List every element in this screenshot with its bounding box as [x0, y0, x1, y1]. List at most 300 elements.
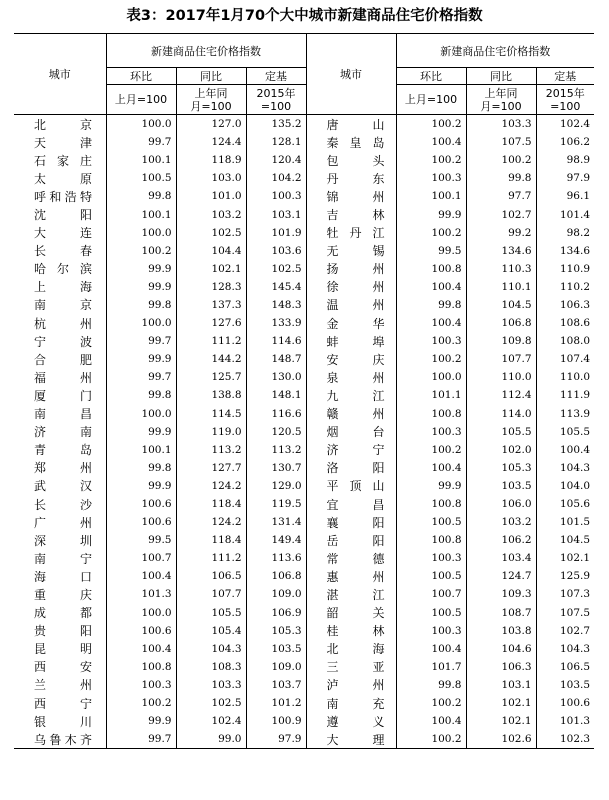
base-cell: 148.3	[246, 296, 306, 314]
base-cell: 100.6	[559, 697, 591, 710]
city-cell	[14, 712, 106, 730]
mom-cell: 100.5	[396, 513, 466, 531]
city-cell	[14, 694, 106, 712]
base-cell: 108.6	[559, 317, 591, 330]
mom-cell: 100.2	[396, 441, 466, 459]
yoy-cell: 111.2	[176, 332, 246, 350]
mom-cell: 100.2	[396, 224, 466, 242]
base-cell: 111.9	[559, 389, 591, 402]
table-row	[14, 405, 594, 423]
base-cell: 149.4	[246, 531, 306, 549]
unit-base-left: 2015年 =100	[246, 85, 306, 115]
yoy-cell: 107.7	[176, 585, 246, 603]
city-name: 太 原	[34, 171, 92, 186]
yoy-cell: 102.6	[466, 730, 536, 749]
city-name: 襄 阳	[326, 515, 385, 530]
city-cell	[14, 350, 106, 368]
city-name: 郑 州	[34, 461, 92, 476]
yoy-cell: 106.0	[466, 495, 536, 513]
city-name: 厦 门	[34, 388, 92, 403]
city-cell	[14, 730, 106, 749]
city-cell	[306, 640, 396, 658]
city-name: 九 江	[326, 388, 385, 403]
city-name: 丹 东	[326, 171, 385, 186]
mom-cell: 100.3	[396, 423, 466, 441]
city-cell	[14, 187, 106, 205]
city-name: 天 津	[34, 135, 92, 150]
city-cell	[306, 332, 396, 350]
city-cell	[306, 712, 396, 730]
table-row	[14, 169, 594, 187]
mom-cell: 100.1	[396, 187, 466, 205]
city-name: 南 充	[326, 696, 385, 711]
city-cell	[306, 567, 396, 585]
city-cell	[14, 224, 106, 242]
mom-cell: 99.9	[106, 477, 176, 495]
yoy-cell: 107.7	[466, 350, 536, 368]
city-cell	[306, 169, 396, 187]
yoy-cell: 109.8	[466, 332, 536, 350]
city-name: 呼 和 浩 特	[34, 189, 92, 204]
yoy-cell: 106.8	[466, 314, 536, 332]
mom-cell: 99.8	[106, 459, 176, 477]
base-cell: 100.9	[246, 712, 306, 730]
city-cell	[14, 567, 106, 585]
base-cell: 134.6	[559, 244, 591, 257]
base-cell: 101.9	[246, 224, 306, 242]
city-name: 大 理	[326, 732, 385, 747]
base-cell: 113.9	[559, 407, 591, 420]
base-cell: 102.1	[559, 552, 591, 565]
city-name: 青 岛	[34, 443, 92, 458]
yoy-cell: 112.4	[466, 386, 536, 404]
yoy-cell: 97.7	[466, 187, 536, 205]
mom-cell: 101.3	[106, 585, 176, 603]
city-cell	[306, 441, 396, 459]
city-cell	[306, 151, 396, 169]
yoy-cell: 102.0	[466, 441, 536, 459]
header-base-left: 定基	[246, 68, 306, 85]
city-name: 泉 州	[326, 370, 385, 385]
yoy-cell: 101.0	[176, 187, 246, 205]
city-cell	[306, 133, 396, 151]
city-cell	[306, 314, 396, 332]
yoy-cell: 114.0	[466, 405, 536, 423]
mom-cell: 100.0	[106, 405, 176, 423]
yoy-cell: 103.8	[466, 622, 536, 640]
city-name: 吉 林	[326, 208, 385, 223]
mom-cell: 100.7	[396, 585, 466, 603]
base-cell: 104.0	[559, 479, 591, 492]
base-cell: 97.9	[566, 172, 591, 185]
city-name: 金 华	[326, 316, 385, 331]
mom-cell: 100.0	[106, 224, 176, 242]
city-cell	[14, 405, 106, 423]
base-cell: 100.3	[246, 187, 306, 205]
base-cell: 110.2	[559, 280, 591, 293]
table-title: 表3：2017年1月70个大中城市新建商品住宅价格指数	[126, 8, 483, 24]
yoy-cell: 118.4	[176, 495, 246, 513]
yoy-cell: 134.6	[466, 242, 536, 260]
mom-cell: 100.0	[106, 604, 176, 622]
city-cell	[306, 405, 396, 423]
yoy-cell: 103.4	[466, 549, 536, 567]
city-cell	[14, 459, 106, 477]
yoy-cell: 103.5	[466, 477, 536, 495]
mom-cell: 99.8	[106, 386, 176, 404]
mom-cell: 100.8	[396, 495, 466, 513]
yoy-cell: 103.3	[466, 115, 536, 134]
yoy-cell: 118.9	[176, 151, 246, 169]
mom-cell: 99.7	[106, 368, 176, 386]
table-row	[14, 549, 594, 567]
mom-cell: 99.8	[106, 296, 176, 314]
city-name: 济 宁	[326, 443, 385, 458]
city-name: 西 宁	[34, 696, 92, 711]
city-name: 西 安	[34, 660, 92, 675]
table-row	[14, 694, 594, 712]
city-name: 安 庆	[326, 352, 385, 367]
mom-cell: 100.4	[396, 459, 466, 477]
table-row	[14, 187, 594, 205]
table-row	[14, 604, 594, 622]
mom-cell: 100.4	[396, 712, 466, 730]
base-cell: 102.7	[559, 624, 591, 637]
city-name: 海 口	[34, 569, 92, 584]
yoy-cell: 108.3	[176, 658, 246, 676]
base-cell: 106.8	[246, 567, 306, 585]
city-cell	[14, 676, 106, 694]
table-row	[14, 441, 594, 459]
base-cell: 106.5	[559, 660, 591, 673]
table-row	[14, 640, 594, 658]
base-cell: 102.4	[559, 118, 591, 131]
mom-cell: 100.7	[106, 549, 176, 567]
base-cell: 105.3	[246, 622, 306, 640]
city-cell	[14, 205, 106, 223]
mom-cell: 99.9	[396, 477, 466, 495]
base-cell: 104.3	[559, 642, 591, 655]
yoy-cell: 111.2	[176, 549, 246, 567]
city-name: 南 昌	[34, 407, 92, 422]
city-name: 三 亚	[326, 660, 385, 675]
base-cell: 130.7	[246, 459, 306, 477]
table-row	[14, 151, 594, 169]
city-cell	[14, 495, 106, 513]
base-cell: 103.5	[246, 640, 306, 658]
base-cell: 96.1	[566, 190, 591, 203]
mom-cell: 100.8	[106, 658, 176, 676]
city-cell	[306, 242, 396, 260]
yoy-cell: 100.2	[466, 151, 536, 169]
base-cell: 130.0	[246, 368, 306, 386]
base-cell: 108.0	[559, 335, 591, 348]
mom-cell: 100.4	[396, 133, 466, 151]
mom-cell: 100.3	[106, 676, 176, 694]
city-name: 济 南	[34, 425, 92, 440]
table-row	[14, 260, 594, 278]
city-cell	[306, 658, 396, 676]
base-cell: 113.6	[246, 549, 306, 567]
city-cell	[14, 242, 106, 260]
yoy-cell: 104.6	[466, 640, 536, 658]
table-row	[14, 386, 594, 404]
base-cell: 101.2	[246, 694, 306, 712]
city-name: 扬 州	[326, 262, 385, 277]
unit-yoy-right: 上年同 月=100	[466, 85, 536, 115]
mom-cell: 99.8	[396, 296, 466, 314]
mom-cell: 100.0	[106, 115, 176, 134]
city-name: 温 州	[326, 298, 385, 313]
base-cell: 135.2	[246, 115, 306, 134]
mom-cell: 101.7	[396, 658, 466, 676]
base-cell: 107.3	[559, 588, 591, 601]
city-name: 赣 州	[326, 407, 385, 422]
city-name: 贵 阳	[34, 624, 92, 639]
unit-mom-left: 上月=100	[106, 85, 176, 115]
city-cell	[14, 513, 106, 531]
city-name: 银 川	[34, 714, 92, 729]
header-base-right: 定基	[536, 68, 594, 85]
mom-cell: 100.1	[106, 205, 176, 223]
base-cell: 102.3	[536, 730, 594, 749]
city-name: 常 德	[326, 551, 385, 566]
city-cell	[306, 205, 396, 223]
city-cell	[306, 260, 396, 278]
table-row	[14, 513, 594, 531]
yoy-cell: 127.0	[176, 115, 246, 134]
yoy-cell: 107.5	[466, 133, 536, 151]
unit-yoy-left: 上年同 月=100	[176, 85, 246, 115]
city-name: 沈 阳	[34, 208, 92, 223]
city-cell	[14, 260, 106, 278]
mom-cell: 99.7	[106, 730, 176, 749]
mom-cell: 99.8	[106, 187, 176, 205]
city-name: 昆 明	[34, 642, 92, 657]
mom-cell: 100.5	[396, 567, 466, 585]
base-cell: 98.2	[566, 226, 591, 239]
city-name: 秦 皇 岛	[326, 135, 385, 150]
mom-cell: 100.4	[396, 640, 466, 658]
city-name: 遵 义	[326, 714, 385, 729]
mom-cell: 99.9	[106, 350, 176, 368]
city-cell	[14, 133, 106, 151]
table-row	[14, 658, 594, 676]
base-cell: 103.7	[246, 676, 306, 694]
city-name: 包 头	[326, 153, 385, 168]
city-name: 兰 州	[34, 678, 92, 693]
city-name: 宜 昌	[326, 497, 385, 512]
city-cell	[306, 549, 396, 567]
city-cell	[14, 640, 106, 658]
table-row	[14, 332, 594, 350]
city-cell	[306, 368, 396, 386]
city-cell	[306, 187, 396, 205]
base-cell: 129.0	[246, 477, 306, 495]
city-name: 福 州	[34, 370, 92, 385]
city-name: 牡 丹 江	[326, 226, 385, 241]
table-row	[14, 115, 594, 134]
city-cell	[14, 441, 106, 459]
city-name: 南 宁	[34, 551, 92, 566]
mom-cell: 99.9	[106, 423, 176, 441]
table-row	[14, 585, 594, 603]
mom-cell: 100.5	[396, 604, 466, 622]
yoy-cell: 127.7	[176, 459, 246, 477]
yoy-cell: 110.0	[466, 368, 536, 386]
yoy-cell: 102.1	[176, 260, 246, 278]
city-name: 深 圳	[34, 533, 92, 548]
city-name: 大 连	[34, 226, 92, 241]
mom-cell: 100.5	[106, 169, 176, 187]
header-yoy-right: 同比	[466, 68, 536, 85]
city-cell	[306, 585, 396, 603]
base-cell: 120.4	[246, 151, 306, 169]
base-cell: 114.6	[246, 332, 306, 350]
base-cell: 104.2	[246, 169, 306, 187]
header-group-left: 新建商品住宅价格指数	[106, 34, 306, 68]
base-cell: 109.0	[246, 585, 306, 603]
mom-cell: 100.8	[396, 260, 466, 278]
city-name: 杭 州	[34, 316, 92, 331]
city-name: 广 州	[34, 515, 92, 530]
city-name: 成 都	[34, 606, 92, 621]
base-cell: 100.4	[559, 443, 591, 456]
base-cell: 97.9	[246, 730, 306, 749]
yoy-cell: 103.2	[466, 513, 536, 531]
base-cell: 98.9	[566, 154, 591, 167]
mom-cell: 100.6	[106, 622, 176, 640]
price-index-table	[14, 33, 594, 749]
table-row	[14, 296, 594, 314]
mom-cell: 100.4	[106, 567, 176, 585]
mom-cell: 100.8	[396, 531, 466, 549]
yoy-cell: 118.4	[176, 531, 246, 549]
mom-cell: 100.3	[396, 332, 466, 350]
table-row	[14, 622, 594, 640]
table-row	[14, 368, 594, 386]
yoy-cell: 125.7	[176, 368, 246, 386]
base-cell: 103.1	[246, 205, 306, 223]
yoy-cell: 102.1	[466, 694, 536, 712]
city-cell	[306, 459, 396, 477]
city-cell	[14, 622, 106, 640]
mom-cell: 100.2	[106, 242, 176, 260]
base-cell: 107.4	[559, 353, 591, 366]
yoy-cell: 103.2	[176, 205, 246, 223]
city-cell	[14, 278, 106, 296]
city-name: 徐 州	[326, 280, 385, 295]
yoy-cell: 106.2	[466, 531, 536, 549]
mom-cell: 100.2	[396, 151, 466, 169]
city-name: 重 庆	[34, 587, 92, 602]
city-name: 宁 波	[34, 334, 92, 349]
mom-cell: 99.9	[106, 712, 176, 730]
city-name: 韶 关	[326, 606, 385, 621]
city-cell	[14, 658, 106, 676]
table-row	[14, 314, 594, 332]
city-name: 合 肥	[34, 352, 92, 367]
yoy-cell: 127.6	[176, 314, 246, 332]
city-cell	[306, 495, 396, 513]
city-name: 北 京	[34, 117, 92, 132]
city-name: 洛 阳	[326, 461, 385, 476]
base-cell: 110.0	[559, 371, 591, 384]
city-cell	[306, 224, 396, 242]
city-cell	[14, 332, 106, 350]
mom-cell: 99.8	[396, 676, 466, 694]
base-cell: 110.9	[559, 262, 591, 275]
table-row	[14, 531, 594, 549]
city-cell	[306, 386, 396, 404]
base-cell: 101.3	[559, 715, 591, 728]
header-city-right: 城市	[306, 34, 396, 115]
yoy-cell: 144.2	[176, 350, 246, 368]
city-name: 唐 山	[326, 117, 385, 132]
yoy-cell: 106.3	[466, 658, 536, 676]
base-cell: 106.9	[246, 604, 306, 622]
city-cell	[14, 151, 106, 169]
yoy-cell: 124.7	[466, 567, 536, 585]
yoy-cell: 109.3	[466, 585, 536, 603]
yoy-cell: 103.3	[176, 676, 246, 694]
yoy-cell: 99.0	[176, 730, 246, 749]
yoy-cell: 128.3	[176, 278, 246, 296]
base-cell: 106.3	[559, 298, 591, 311]
table-row	[14, 730, 594, 749]
header-mom-left: 环比	[106, 68, 176, 85]
city-cell	[306, 676, 396, 694]
base-cell: 105.6	[559, 498, 591, 511]
mom-cell: 100.3	[396, 622, 466, 640]
base-cell: 107.5	[559, 606, 591, 619]
base-cell: 119.5	[246, 495, 306, 513]
city-cell	[14, 585, 106, 603]
city-name: 岳 阳	[326, 533, 385, 548]
table-row	[14, 205, 594, 223]
city-cell	[14, 604, 106, 622]
city-name: 锦 州	[326, 189, 385, 204]
yoy-cell: 113.2	[176, 441, 246, 459]
table-row	[14, 477, 594, 495]
yoy-cell: 102.5	[176, 224, 246, 242]
mom-cell: 100.2	[396, 115, 466, 134]
table-row	[14, 459, 594, 477]
base-cell: 103.5	[559, 678, 591, 691]
yoy-cell: 105.5	[466, 423, 536, 441]
base-cell: 104.5	[559, 534, 591, 547]
yoy-cell: 110.1	[466, 278, 536, 296]
header-yoy-left: 同比	[176, 68, 246, 85]
table-row	[14, 495, 594, 513]
unit-base-right: 2015年 =100	[536, 85, 594, 115]
base-cell: 101.4	[559, 208, 591, 221]
mom-cell: 100.2	[396, 350, 466, 368]
yoy-cell: 104.3	[176, 640, 246, 658]
yoy-cell: 137.3	[176, 296, 246, 314]
city-cell	[14, 115, 106, 134]
mom-cell: 100.1	[106, 441, 176, 459]
base-cell: 109.0	[246, 658, 306, 676]
city-cell	[14, 386, 106, 404]
city-cell	[14, 296, 106, 314]
city-cell	[306, 622, 396, 640]
yoy-cell: 103.0	[176, 169, 246, 187]
mom-cell: 100.3	[396, 549, 466, 567]
base-cell: 148.1	[246, 386, 306, 404]
city-name: 石 家 庄	[34, 153, 92, 168]
city-cell	[306, 694, 396, 712]
